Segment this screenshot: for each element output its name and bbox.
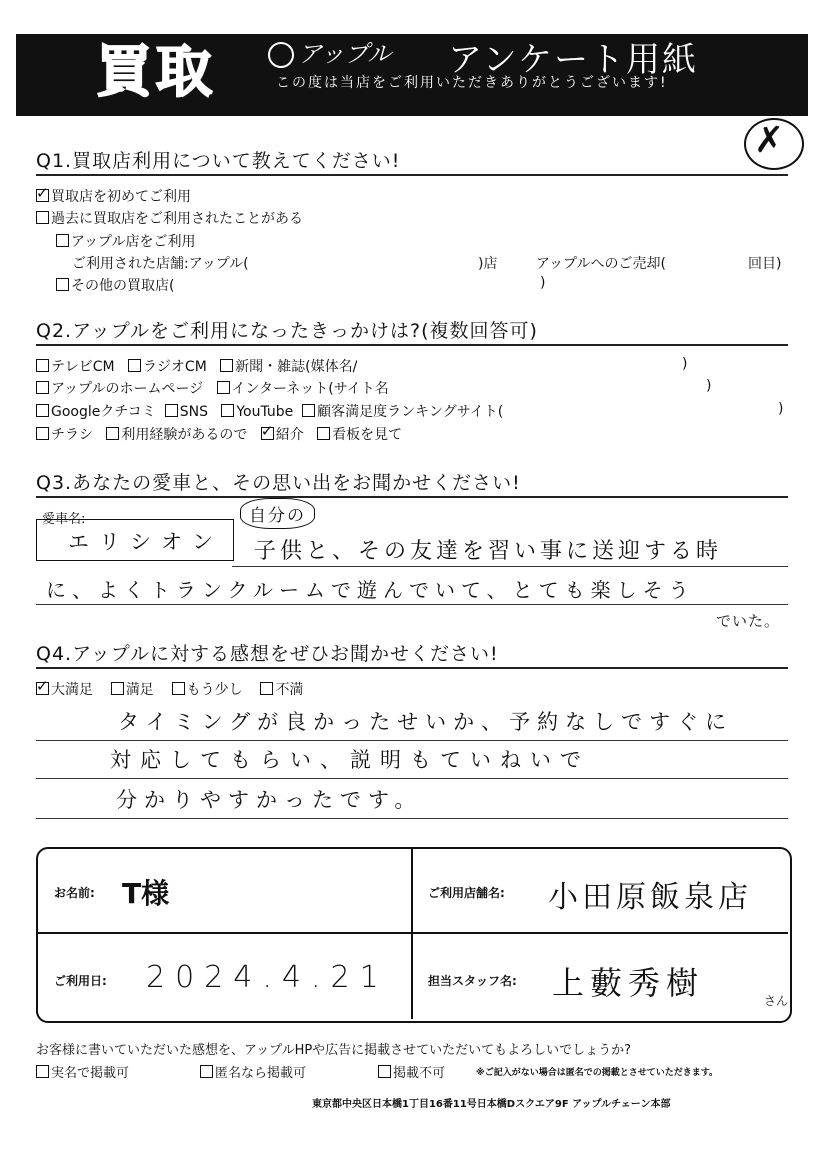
q2-internet-close: ) — [706, 378, 712, 394]
q1-store-line: ご利用された店舗:アップル( — [72, 256, 249, 272]
q2-option-sns[interactable]: SNS — [165, 404, 208, 420]
staff-suffix: さん — [764, 994, 789, 1008]
q4-satisfaction-row — [36, 679, 303, 699]
q1-count-label: アップルへのご売却( — [536, 256, 666, 272]
q4-rule-line — [36, 778, 788, 779]
q1-option-used-before[interactable] — [36, 208, 303, 228]
checkbox-icon[interactable] — [128, 359, 141, 372]
q4-title: Q4.アップルに対する感想をぜひお聞かせください! — [36, 643, 499, 665]
q1-option-label: 過去に買取店をご利用されたことがある — [51, 211, 303, 227]
checkbox-icon[interactable] — [165, 404, 178, 417]
name-value[interactable]: T様 — [122, 877, 170, 910]
q3-handwritten-note: 自分の — [240, 498, 315, 529]
q2-option-radio[interactable]: ラジオCM — [128, 359, 207, 375]
name-label: お名前: — [54, 886, 95, 900]
q4-option-very-satisfied[interactable]: ✓大満足 — [36, 682, 93, 698]
checkbox-icon[interactable] — [56, 234, 69, 247]
date-value[interactable]: 2024.4.21 — [146, 960, 389, 995]
q2-option-referral[interactable]: ✓ 紹介 — [261, 427, 304, 443]
q4-rule-line — [36, 818, 788, 819]
publish-question: お客様に書いていただいた感想を、アップルHPや広告に掲載させていただいてもよろしいでしょうか? — [36, 1043, 632, 1058]
q1-option-label: 買取店を初めてご利用 — [51, 189, 191, 205]
kaitori-logo: 買取 — [96, 40, 216, 105]
checkbox-icon[interactable] — [36, 359, 49, 372]
q2-title: Q2.アップルをご利用になったきっかけは?(複数回答可) — [36, 320, 538, 342]
q3-rule — [36, 496, 788, 498]
q4-option-satisfied[interactable]: 満足 — [111, 682, 154, 698]
q3-rule-line — [232, 566, 788, 567]
q1-option-first-time[interactable] — [36, 186, 191, 206]
q4-answer-line1[interactable]: タイミングが良かったせいか、予約なしですぐに — [118, 710, 734, 734]
q1-other-close: ) — [540, 275, 546, 291]
q3-title: Q3.あなたの愛車と、その思い出をお聞かせください! — [36, 472, 521, 494]
q3-answer-line2[interactable]: に、よくトランクルームで遊んでいて、とても楽しそう — [46, 578, 695, 602]
company-address: 東京都中央区日本橋1丁目16番11号日本橋Dスクエア9F アップルチェーン本部 — [312, 1099, 671, 1110]
checkbox-checked-icon[interactable] — [36, 682, 49, 695]
checkbox-icon[interactable] — [56, 278, 69, 291]
q4-rule-line — [36, 740, 788, 741]
checkbox-icon[interactable] — [221, 404, 234, 417]
q1-rule — [36, 174, 788, 176]
apple-mark-icon — [268, 42, 294, 68]
publish-option-real-name[interactable]: 実名で掲載可 — [36, 1062, 129, 1081]
q3-rule-line — [36, 604, 788, 605]
publish-option-anonymous[interactable]: 匿名なら掲載可 — [200, 1062, 306, 1081]
page-subtitle: この度は当店をご利用いただきありがとうございます! — [276, 75, 668, 91]
checkbox-checked-icon[interactable] — [36, 189, 49, 202]
checkbox-icon[interactable] — [36, 427, 49, 440]
checkbox-icon[interactable] — [200, 1065, 213, 1078]
checkbox-icon[interactable] — [172, 682, 185, 695]
checkbox-icon[interactable] — [302, 404, 315, 417]
q3-answer-line1[interactable]: 子供と、その友達を習い事に送迎する時 — [254, 539, 723, 564]
brand-logo — [268, 34, 391, 69]
checkbox-icon[interactable] — [106, 427, 119, 440]
q2-option-tv[interactable]: テレビCM — [36, 359, 115, 375]
checkbox-icon[interactable] — [36, 1065, 49, 1078]
q2-option-homepage[interactable]: アップルのホームページ — [36, 381, 203, 397]
q4-rule — [36, 667, 788, 669]
q2-options-row4 — [36, 424, 402, 444]
q4-answer-line3[interactable]: 分かりやすかったです。 — [116, 788, 423, 812]
q2-option-google[interactable]: Googleクチコミ — [36, 404, 156, 420]
q2-options-row1 — [36, 356, 357, 376]
checkbox-icon[interactable] — [217, 381, 230, 394]
q2-option-internet[interactable]: インターネット(サイト名 — [217, 381, 389, 397]
q1-option-other[interactable] — [56, 275, 174, 295]
q2-ranking-close: ) — [778, 401, 784, 417]
q3-answer-line3[interactable]: でいた。 — [716, 612, 781, 630]
q2-option-news[interactable]: 新聞・雑誌(媒体名/ — [220, 359, 357, 375]
checkbox-icon[interactable] — [220, 359, 233, 372]
q4-option-dissatisfied[interactable]: 不満 — [260, 682, 303, 698]
publish-note: ※ご記入がない場合は匿名での掲載とさせていただきます。 — [476, 1068, 719, 1078]
checkbox-icon[interactable] — [260, 682, 273, 695]
q2-option-ranking[interactable]: 顧客満足度ランキングサイト( — [302, 404, 503, 420]
q2-rule — [36, 344, 788, 346]
staff-value[interactable]: 上藪秀樹 — [552, 964, 705, 1002]
q2-option-youtube[interactable]: YouTube — [221, 404, 293, 420]
info-horizontal-divider — [36, 932, 788, 934]
checkbox-icon[interactable] — [317, 427, 330, 440]
q2-option-flyer[interactable]: チラシ — [36, 427, 93, 443]
q4-answer-line2[interactable]: 対応してもらい、説明もていねいで — [110, 748, 590, 772]
car-name-value[interactable]: エリシオン — [68, 530, 223, 554]
staff-label: 担当スタッフ名: — [428, 974, 517, 988]
q1-title: Q1.買取店利用について教えてください! — [36, 150, 401, 172]
date-label: ご利用日: — [54, 974, 107, 988]
checkbox-checked-icon[interactable] — [261, 427, 274, 440]
brand-name: アップル — [298, 40, 392, 68]
q2-options-row3 — [36, 401, 503, 421]
car-name-label: 愛車名: — [42, 512, 86, 527]
q1-option-label: その他の買取店( — [71, 278, 175, 294]
q1-option-apple[interactable] — [56, 231, 195, 251]
q2-news-close: ) — [682, 356, 688, 372]
q1-store-suffix: )店 — [478, 256, 498, 272]
q2-option-experience[interactable]: 利用経験があるので — [106, 427, 247, 443]
check-stamp-mark: ✗ — [754, 120, 785, 161]
checkbox-icon[interactable] — [378, 1065, 391, 1078]
checkbox-icon[interactable] — [36, 404, 49, 417]
store-name-label: ご利用店舗名: — [428, 886, 505, 900]
publish-option-no[interactable]: 掲載不可 — [378, 1062, 445, 1081]
q2-option-signboard[interactable]: 看板を見て — [317, 427, 402, 443]
q1-option-label: アップル店をご利用 — [71, 234, 196, 250]
q4-option-so-so[interactable]: もう少し — [172, 682, 243, 698]
checkbox-icon[interactable] — [36, 211, 49, 224]
q2-options-row2 — [36, 378, 389, 398]
q1-count-suffix: 回目) — [748, 256, 782, 272]
store-name-value[interactable]: 小田原飯泉店 — [548, 880, 752, 915]
checkbox-icon[interactable] — [36, 381, 49, 394]
page-title: アンケート用紙 — [448, 40, 698, 80]
checkbox-icon[interactable] — [111, 682, 124, 695]
